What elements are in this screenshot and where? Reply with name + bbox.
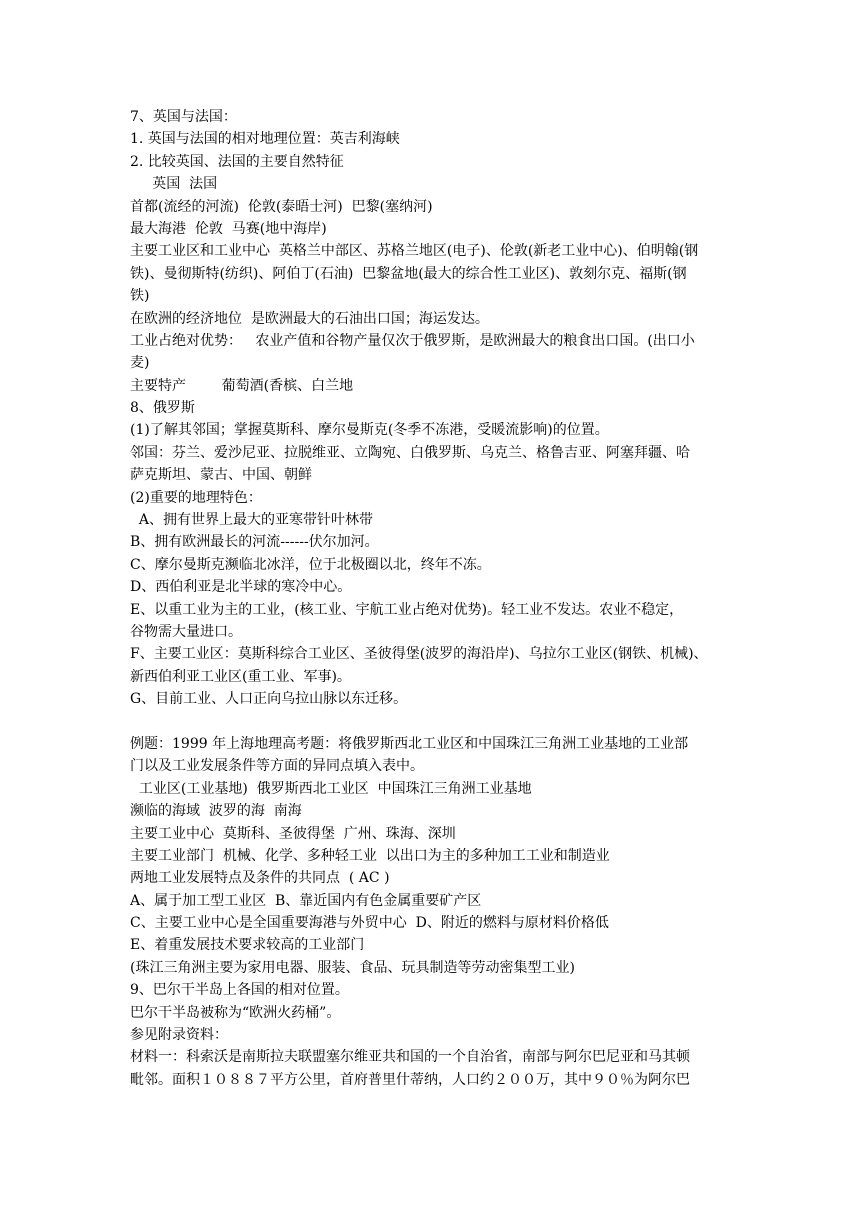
text-line: F、主要工业区：莫斯科综合工业区、圣彼得堡(波罗的海沿岸)、乌拉尔工业区(钢铁、机械)、 [130,646,708,663]
text-line: 巴尔干半岛被称为“欧洲火药桶”。 [130,1004,341,1021]
text-line: D、西伯利亚是北半球的寒冷中心。 [130,579,352,596]
text-line: 7、英国与法国： [130,109,237,125]
text-line: 麦) [130,355,150,372]
text-line: B、拥有欧洲最长的河流------伏尔加河。 [130,534,379,551]
text-line: 主要工业中心 莫斯科、圣彼得堡 广州、珠海、深圳 [130,825,456,842]
text-line: 门以及工业发展条件等方面的异同点填入表中。 [130,758,424,775]
text-line: 英国 法国 [130,176,218,193]
text-line: 例题：1999 年上海地理高考题：将俄罗斯西北工业区和中国珠江三角洲工业基地的工业部 [130,735,689,752]
text-line: G、目前工业、人口正向乌拉山脉以东迁移。 [130,691,408,708]
text-line: 铁)、曼彻斯特(纺织)、阿伯丁(石油) 巴黎盆地(最大的综合性工业区)、敦刻尔克、福斯(钢 [130,265,687,282]
text-line: 工业区(工业基地) 俄罗斯西北工业区 中国珠江三角洲工业基地 [130,780,532,797]
text-line: 工业占绝对优势： 农业产值和谷物产量仅次于俄罗斯，是欧洲最大的粮食出口国。(出口小 [130,332,695,349]
text-line: A、属于加工型工业区 B、靠近国内有色金属重要矿产区 [130,892,482,909]
text-line: 谷物需大量进口。 [130,623,242,640]
text-line: A、拥有世界上最大的亚寒带针叶林带 [130,512,374,529]
text-line: 8、俄罗斯 [130,400,195,417]
text-line: (2)重要的地理特色： [130,489,262,506]
text-line: 2. 比较英国、法国的主要自然特征 [130,153,344,170]
text-line: 首都(流经的河流) 伦敦(泰晤士河) 巴黎(塞纳河) [130,198,433,215]
text-line: (珠江三角洲主要为家用电器、服装、食品、玩具制造等劳动密集型工业) [130,959,575,976]
text-line: 邻国：芬兰、爱沙尼亚、拉脱维亚、立陶宛、白俄罗斯、乌克兰、格鲁吉亚、阿塞拜疆、哈 [130,444,690,461]
text-line: 毗邻。面积１０８８７平方公里，首府普里什蒂纳，人口约２００万，其中９０％为阿尔巴 [130,1071,690,1088]
text-line: 参见附录资料： [130,1027,228,1044]
text-line: 铁) [130,288,150,305]
document-body [130,106,742,1091]
text-line: 主要特产 葡萄酒(香槟、白兰地 [130,377,354,394]
text-line: 两地工业发展特点及条件的共同点 ( AC ) [130,870,390,887]
text-line: 新西伯利亚工业区(重工业、军事)。 [130,668,351,685]
text-line: E、着重发展技术要求较高的工业部门 [130,937,365,954]
text-line: 1. 英国与法国的相对地理位置：英吉利海峡 [130,131,400,148]
text-line: E、以重工业为主的工业，(核工业、宇航工业占绝对优势)。轻工业不发达。农业不稳定， [130,601,684,618]
text-line: 9、巴尔干半岛上各国的相对位置。 [130,982,349,999]
text-line: 材料一：科索沃是南斯拉夫联盟塞尔维亚共和国的一个自治省，南部与阿尔巴尼亚和马其顿 [130,1049,690,1066]
text-line: C、主要工业中心是全国重要海港与外贸中心 D、附近的燃料与原材料价格低 [130,915,609,932]
text-line: 主要工业部门 机械、化学、多种轻工业 以出口为主的多种加工工业和制造业 [130,847,610,864]
text-line: 最大海港 伦敦 马赛(地中海岸) [130,220,327,237]
text-line: (1)了解其邻国；掌握莫斯科、摩尔曼斯克(冬季不冻港，受暖流影响)的位置。 [130,422,609,439]
text-line: 主要工业区和工业中心 英格兰中部区、苏格兰地区(电子)、伦敦(新老工业中心)、伯明翰(钢 [130,243,699,260]
text-line: 萨克斯坦、蒙古、中国、朝鲜 [130,467,312,484]
text-line: C、摩尔曼斯克濒临北冰洋，位于北极圈以北，终年不冻。 [130,556,491,573]
text-line [130,711,742,733]
text-line: 在欧洲的经济地位 是欧洲最大的石油出口国；海运发达。 [130,310,489,327]
text-line: 濒临的海域 波罗的海 南海 [130,803,302,820]
